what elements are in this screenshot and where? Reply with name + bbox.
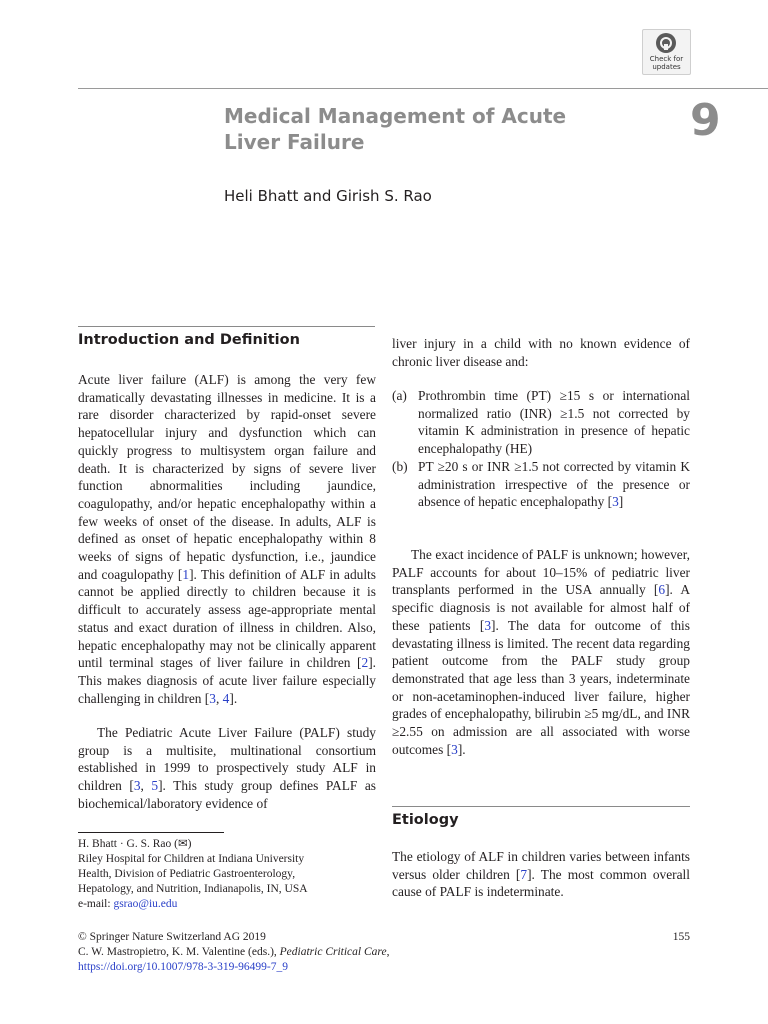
email-label: e-mail: — [78, 898, 114, 910]
citation-link[interactable]: 3 — [612, 494, 619, 510]
envelope-icon[interactable]: ✉ — [177, 838, 188, 850]
copyright-line: © Springer Nature Switzerland AG 2019 — [78, 931, 266, 943]
citation-line — [78, 945, 690, 960]
text-run: The Pediatric Acute Liver Failure (PALF) study group is a multisite, multinational consortium established in 1999 to prospectively study ALF in children [ — [78, 725, 376, 794]
intro-heading: Introduction and Definition — [78, 332, 300, 348]
item-text: Prothrombin time (PT) ≥15 s or international normalized ratio (INR) ≥1.5 not corrected by vitamin K administration in presence of hepatic encephalopathy (HE) — [418, 388, 690, 457]
copyright-block — [78, 930, 690, 975]
intro-paragraph-2 — [78, 724, 376, 813]
badge-label-line1: Check for — [649, 55, 684, 63]
criteria-item-a — [392, 387, 690, 458]
chapter-title-line1: Medical Management of Acute — [224, 104, 567, 128]
chapter-title — [224, 103, 624, 155]
criteria-item-b — [392, 458, 690, 511]
footnote-authors — [78, 837, 376, 852]
citation-link[interactable]: 3 — [209, 690, 216, 706]
text-run: ]. The most common overall cause of PALF is indeterminate. — [392, 866, 690, 900]
footnote-email-line — [78, 897, 376, 912]
crossmark-icon — [656, 33, 676, 53]
etiology-heading: Etiology — [392, 812, 459, 828]
citation-link[interactable]: 6 — [658, 582, 666, 598]
right-paragraph-1 — [392, 546, 690, 758]
intro-paragraph-1 — [78, 371, 376, 707]
text-run: ]. This definition of ALF in adults cannot be applied directly to children because it is difficult to accurately assess age-appropriate mental status and exact duration of illness in children. Also, hepatic encephalopathy may not be clinically apparent until terminal stages of liver failure in children [ — [78, 566, 376, 671]
citation-link[interactable]: 1 — [182, 566, 190, 582]
badge-label-line2: updates — [652, 63, 681, 71]
item-label: (a) — [392, 388, 407, 403]
text-run: ]. A specific diagnosis is not available for almost half of these patients [ — [392, 582, 690, 633]
footnote-affiliation-line: Health, Division of Pediatric Gastroenterology, — [78, 868, 296, 880]
section-rule-right — [392, 806, 690, 807]
etiology-paragraph — [392, 848, 690, 901]
text-run: ]. — [457, 741, 466, 757]
citation-link[interactable]: 2 — [361, 655, 369, 671]
citation-link[interactable]: 4 — [222, 690, 230, 706]
author-footnote — [78, 837, 376, 912]
check-for-updates-badge[interactable] — [642, 29, 691, 75]
header-rule — [78, 88, 768, 89]
citation-link[interactable]: 5 — [151, 778, 159, 794]
footnote-authors-text: H. Bhatt · G. S. Rao ( — [78, 838, 178, 850]
text-run: ]. This makes diagnosis of acute liver failure especially challenging in children [ — [78, 655, 376, 706]
section-rule-left — [78, 326, 375, 327]
footnote-rule — [78, 832, 224, 833]
book-title: Pediatric Critical Care — [279, 946, 387, 958]
text-run: The exact incidence of PALF is unknown; however, PALF accounts for about 10–15% of pediatric liver transplants performed in the USA annually [ — [392, 547, 690, 598]
chapter-authors: Heli Bhatt and Girish S. Rao — [224, 187, 432, 205]
text-run: ]. — [229, 690, 238, 706]
chapter-number: 9 — [690, 95, 721, 146]
text-run: , — [215, 690, 223, 706]
footnote-authors-close: ) — [187, 838, 192, 850]
citation-link[interactable]: 3 — [484, 617, 492, 633]
page-number: 155 — [672, 931, 690, 943]
citation-link[interactable]: 7 — [520, 866, 528, 882]
footnote-affiliation-line: Hepatology, and Nutrition, Indianapolis, IN, USA — [78, 883, 308, 895]
badge-label — [643, 55, 690, 71]
text-run: , — [140, 778, 152, 794]
chapter-title-line2: Liver Failure — [224, 130, 365, 154]
citation-editors: C. W. Mastropietro, K. M. Valentine (eds.), — [78, 946, 280, 958]
citation-punct: , — [386, 946, 390, 958]
item-label: (b) — [392, 459, 408, 474]
item-text — [418, 458, 690, 511]
text-run: ]. The data for outcome of this devastating illness is limited. The recent data regarding patient outcome from the PALF study group demonstrated that age less than 3 years, indeterminate or non-acetaminophen-induced liver failure, higher grades of encephalopathy, bilirubin ≥5 mg/dL, and INR ≥2.55 on admission are all associated with worse outcomes [ — [392, 617, 690, 757]
footnote-affiliation-line: Riley Hospital for Children at Indiana University — [78, 853, 305, 865]
doi-link[interactable]: https://doi.org/10.1007/978-3-319-96499-7_9 — [78, 961, 288, 973]
text-run: PT ≥20 s or INR ≥1.5 not corrected by vitamin K administration irrespective of the presence or absence of hepatic encephalopathy [ — [418, 459, 690, 510]
citation-link[interactable]: 3 — [133, 778, 141, 794]
text-run: ] — [618, 494, 624, 510]
citation-link[interactable]: 3 — [451, 741, 458, 757]
text-run: Acute liver failure (ALF) is among the very few dramatically devastating illnesses in medicine. It is a rare disorder characterized by rapid-onset severe hepatocellular injury and dysfunction which can quickly progress to multisystem organ failure and death. It is characterized by signs of severe liver function abnormalities including jaundice, coagulopathy, and/or hepatic encephalopathy within a few weeks of onset of the disease. In adults, ALF is defined as onset of hepatic encephalopathy within 8 weeks of signs of hepatic dysfunction, i.e., jaundice and coagulopathy [ — [78, 372, 376, 582]
text-run: The etiology of ALF in children varies between infants versus older children [ — [392, 849, 690, 882]
right-paragraph-0: liver injury in a child with no known evidence of chronic liver disease and: — [392, 336, 690, 369]
text-run: ]. This study group defines PALF as biochemical/laboratory evidence of — [78, 778, 376, 811]
email-link[interactable]: gsrao@iu.edu — [113, 898, 178, 910]
